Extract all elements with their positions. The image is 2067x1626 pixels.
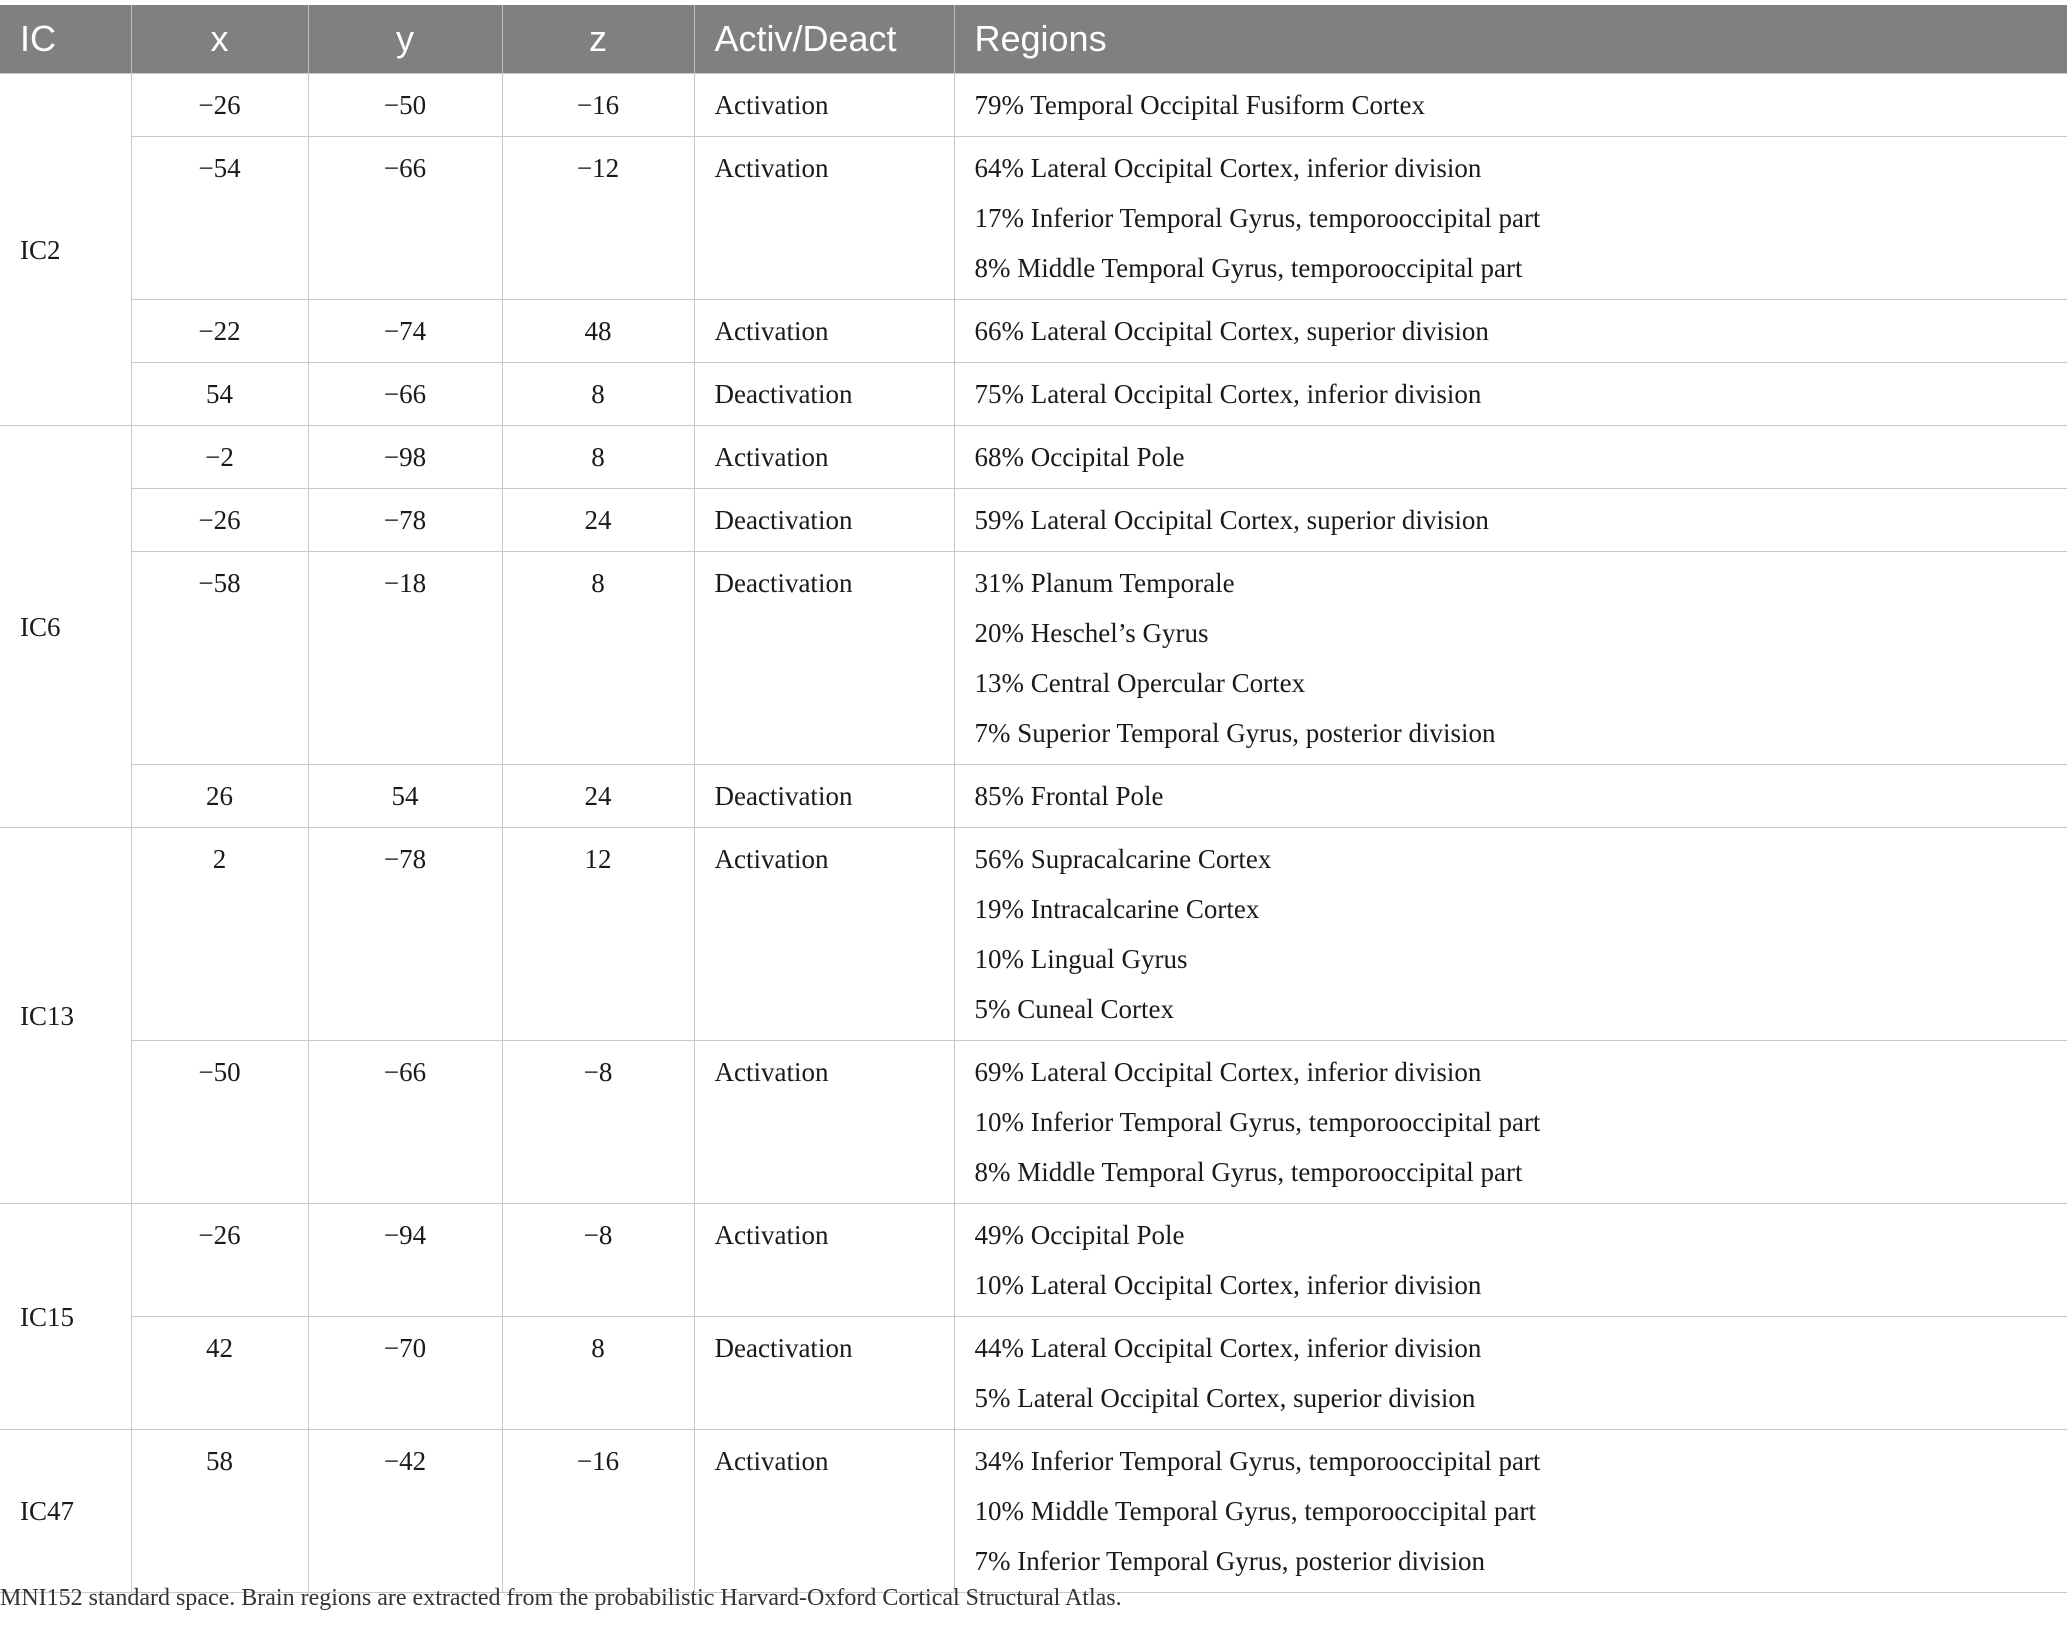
region-entry: 8% Middle Temporal Gyrus, temporooccipital part	[974, 253, 1523, 283]
table-row	[0, 137, 2067, 300]
header-x: x	[131, 5, 308, 74]
y-coordinate-cell: −78	[308, 828, 502, 1041]
activation-status-cell: Deactivation	[694, 363, 954, 426]
region-entry: 10% Lateral Occipital Cortex, inferior division	[974, 1270, 1482, 1300]
y-coordinate-cell: −66	[308, 363, 502, 426]
region-entry: 85% Frontal Pole	[974, 781, 1164, 811]
x-coordinate-cell: −26	[131, 1204, 308, 1317]
regions-cell	[954, 137, 2067, 300]
y-coordinate-cell: −18	[308, 552, 502, 765]
table-row	[0, 74, 2067, 137]
activation-status-cell: Activation	[694, 300, 954, 363]
x-coordinate-cell: −26	[131, 74, 308, 137]
header-regions: Regions	[954, 5, 2067, 74]
activation-status-cell: Activation	[694, 828, 954, 1041]
y-coordinate-cell: −50	[308, 74, 502, 137]
table-row	[0, 765, 2067, 828]
regions-cell	[954, 828, 2067, 1041]
table-row	[0, 1204, 2067, 1317]
region-entry: 8% Middle Temporal Gyrus, temporooccipital part	[974, 1157, 1523, 1187]
region-entry: 56% Supracalcarine Cortex	[974, 844, 1272, 874]
header-activ-deact: Activ/Deact	[694, 5, 954, 74]
table-header	[0, 5, 2067, 74]
region-entry: 17% Inferior Temporal Gyrus, temporooccipital part	[974, 203, 1541, 233]
regions-cell	[954, 1041, 2067, 1204]
table-row	[0, 426, 2067, 489]
y-coordinate-cell: −66	[308, 137, 502, 300]
header-y: y	[308, 5, 502, 74]
region-entry: 5% Lateral Occipital Cortex, superior division	[974, 1383, 1476, 1413]
z-coordinate-cell: 24	[502, 765, 694, 828]
region-entry: 5% Cuneal Cortex	[974, 994, 1174, 1024]
region-entry: 10% Middle Temporal Gyrus, temporooccipital part	[974, 1496, 1536, 1526]
activation-status-cell: Activation	[694, 137, 954, 300]
x-coordinate-cell: 42	[131, 1317, 308, 1430]
region-entry: 66% Lateral Occipital Cortex, superior division	[974, 316, 1489, 346]
region-entry: 31% Planum Temporale	[974, 568, 1235, 598]
activation-status-cell: Deactivation	[694, 765, 954, 828]
coordinates-table-container	[0, 5, 2067, 1593]
activation-status-cell: Activation	[694, 1204, 954, 1317]
y-coordinate-cell: −66	[308, 1041, 502, 1204]
regions-cell	[954, 74, 2067, 137]
z-coordinate-cell: −8	[502, 1041, 694, 1204]
ic-label-cell: IC6	[0, 426, 131, 828]
y-coordinate-cell: −98	[308, 426, 502, 489]
z-coordinate-cell: 8	[502, 426, 694, 489]
ic-label-cell: IC13	[0, 828, 131, 1204]
table-row	[0, 1041, 2067, 1204]
region-entry: 69% Lateral Occipital Cortex, inferior division	[974, 1057, 1482, 1087]
table-footnote: MNI152 standard space. Brain regions are extracted from the probabilistic Harvard-Oxford Cortical Structural Atlas.	[0, 1585, 1122, 1611]
region-entry: 79% Temporal Occipital Fusiform Cortex	[974, 90, 1426, 120]
x-coordinate-cell: −54	[131, 137, 308, 300]
activation-status-cell: Deactivation	[694, 552, 954, 765]
region-entry: 64% Lateral Occipital Cortex, inferior division	[974, 153, 1482, 183]
y-coordinate-cell: −42	[308, 1430, 502, 1593]
region-entry: 68% Occipital Pole	[974, 442, 1185, 472]
table-row	[0, 489, 2067, 552]
table-row	[0, 552, 2067, 765]
regions-cell	[954, 489, 2067, 552]
x-coordinate-cell: −26	[131, 489, 308, 552]
z-coordinate-cell: −16	[502, 1430, 694, 1593]
region-entry: 13% Central Opercular Cortex	[974, 668, 1306, 698]
table-row	[0, 300, 2067, 363]
region-entry: 59% Lateral Occipital Cortex, superior division	[974, 505, 1489, 535]
regions-cell	[954, 552, 2067, 765]
y-coordinate-cell: −74	[308, 300, 502, 363]
activation-status-cell: Deactivation	[694, 1317, 954, 1430]
activation-status-cell: Deactivation	[694, 489, 954, 552]
table-row	[0, 828, 2067, 1041]
region-entry: 10% Inferior Temporal Gyrus, temporooccipital part	[974, 1107, 1541, 1137]
region-entry: 7% Inferior Temporal Gyrus, posterior division	[974, 1546, 1486, 1576]
regions-cell	[954, 426, 2067, 489]
region-entry: 34% Inferior Temporal Gyrus, temporooccipital part	[974, 1446, 1541, 1476]
header-ic: IC	[0, 5, 131, 74]
x-coordinate-cell: 26	[131, 765, 308, 828]
region-entry: 44% Lateral Occipital Cortex, inferior division	[974, 1333, 1482, 1363]
region-entry: 75% Lateral Occipital Cortex, inferior division	[974, 379, 1482, 409]
x-coordinate-cell: 54	[131, 363, 308, 426]
x-coordinate-cell: 2	[131, 828, 308, 1041]
region-entry: 20% Heschel’s Gyrus	[974, 618, 1209, 648]
regions-cell	[954, 300, 2067, 363]
z-coordinate-cell: 48	[502, 300, 694, 363]
ic-label-cell: IC47	[0, 1430, 131, 1593]
x-coordinate-cell: −22	[131, 300, 308, 363]
table-body	[0, 74, 2067, 1593]
z-coordinate-cell: 8	[502, 1317, 694, 1430]
z-coordinate-cell: 24	[502, 489, 694, 552]
activation-status-cell: Activation	[694, 1430, 954, 1593]
ic-label-cell: IC15	[0, 1204, 131, 1430]
ic-label-cell: IC2	[0, 74, 131, 426]
x-coordinate-cell: −58	[131, 552, 308, 765]
activation-status-cell: Activation	[694, 1041, 954, 1204]
regions-cell	[954, 363, 2067, 426]
z-coordinate-cell: −8	[502, 1204, 694, 1317]
header-z: z	[502, 5, 694, 74]
table-row	[0, 1430, 2067, 1593]
regions-cell	[954, 1317, 2067, 1430]
x-coordinate-cell: −50	[131, 1041, 308, 1204]
regions-cell	[954, 1204, 2067, 1317]
region-entry: 7% Superior Temporal Gyrus, posterior division	[974, 718, 1496, 748]
y-coordinate-cell: −78	[308, 489, 502, 552]
y-coordinate-cell: −94	[308, 1204, 502, 1317]
regions-cell	[954, 765, 2067, 828]
x-coordinate-cell: −2	[131, 426, 308, 489]
x-coordinate-cell: 58	[131, 1430, 308, 1593]
region-entry: 49% Occipital Pole	[974, 1220, 1185, 1250]
z-coordinate-cell: −12	[502, 137, 694, 300]
z-coordinate-cell: 8	[502, 552, 694, 765]
z-coordinate-cell: −16	[502, 74, 694, 137]
z-coordinate-cell: 8	[502, 363, 694, 426]
y-coordinate-cell: 54	[308, 765, 502, 828]
y-coordinate-cell: −70	[308, 1317, 502, 1430]
z-coordinate-cell: 12	[502, 828, 694, 1041]
activation-status-cell: Activation	[694, 74, 954, 137]
table-row	[0, 363, 2067, 426]
region-entry: 10% Lingual Gyrus	[974, 944, 1188, 974]
activation-status-cell: Activation	[694, 426, 954, 489]
coordinates-table	[0, 5, 2067, 1593]
regions-cell	[954, 1430, 2067, 1593]
header-row	[0, 5, 2067, 74]
region-entry: 19% Intracalcarine Cortex	[974, 894, 1260, 924]
table-row	[0, 1317, 2067, 1430]
